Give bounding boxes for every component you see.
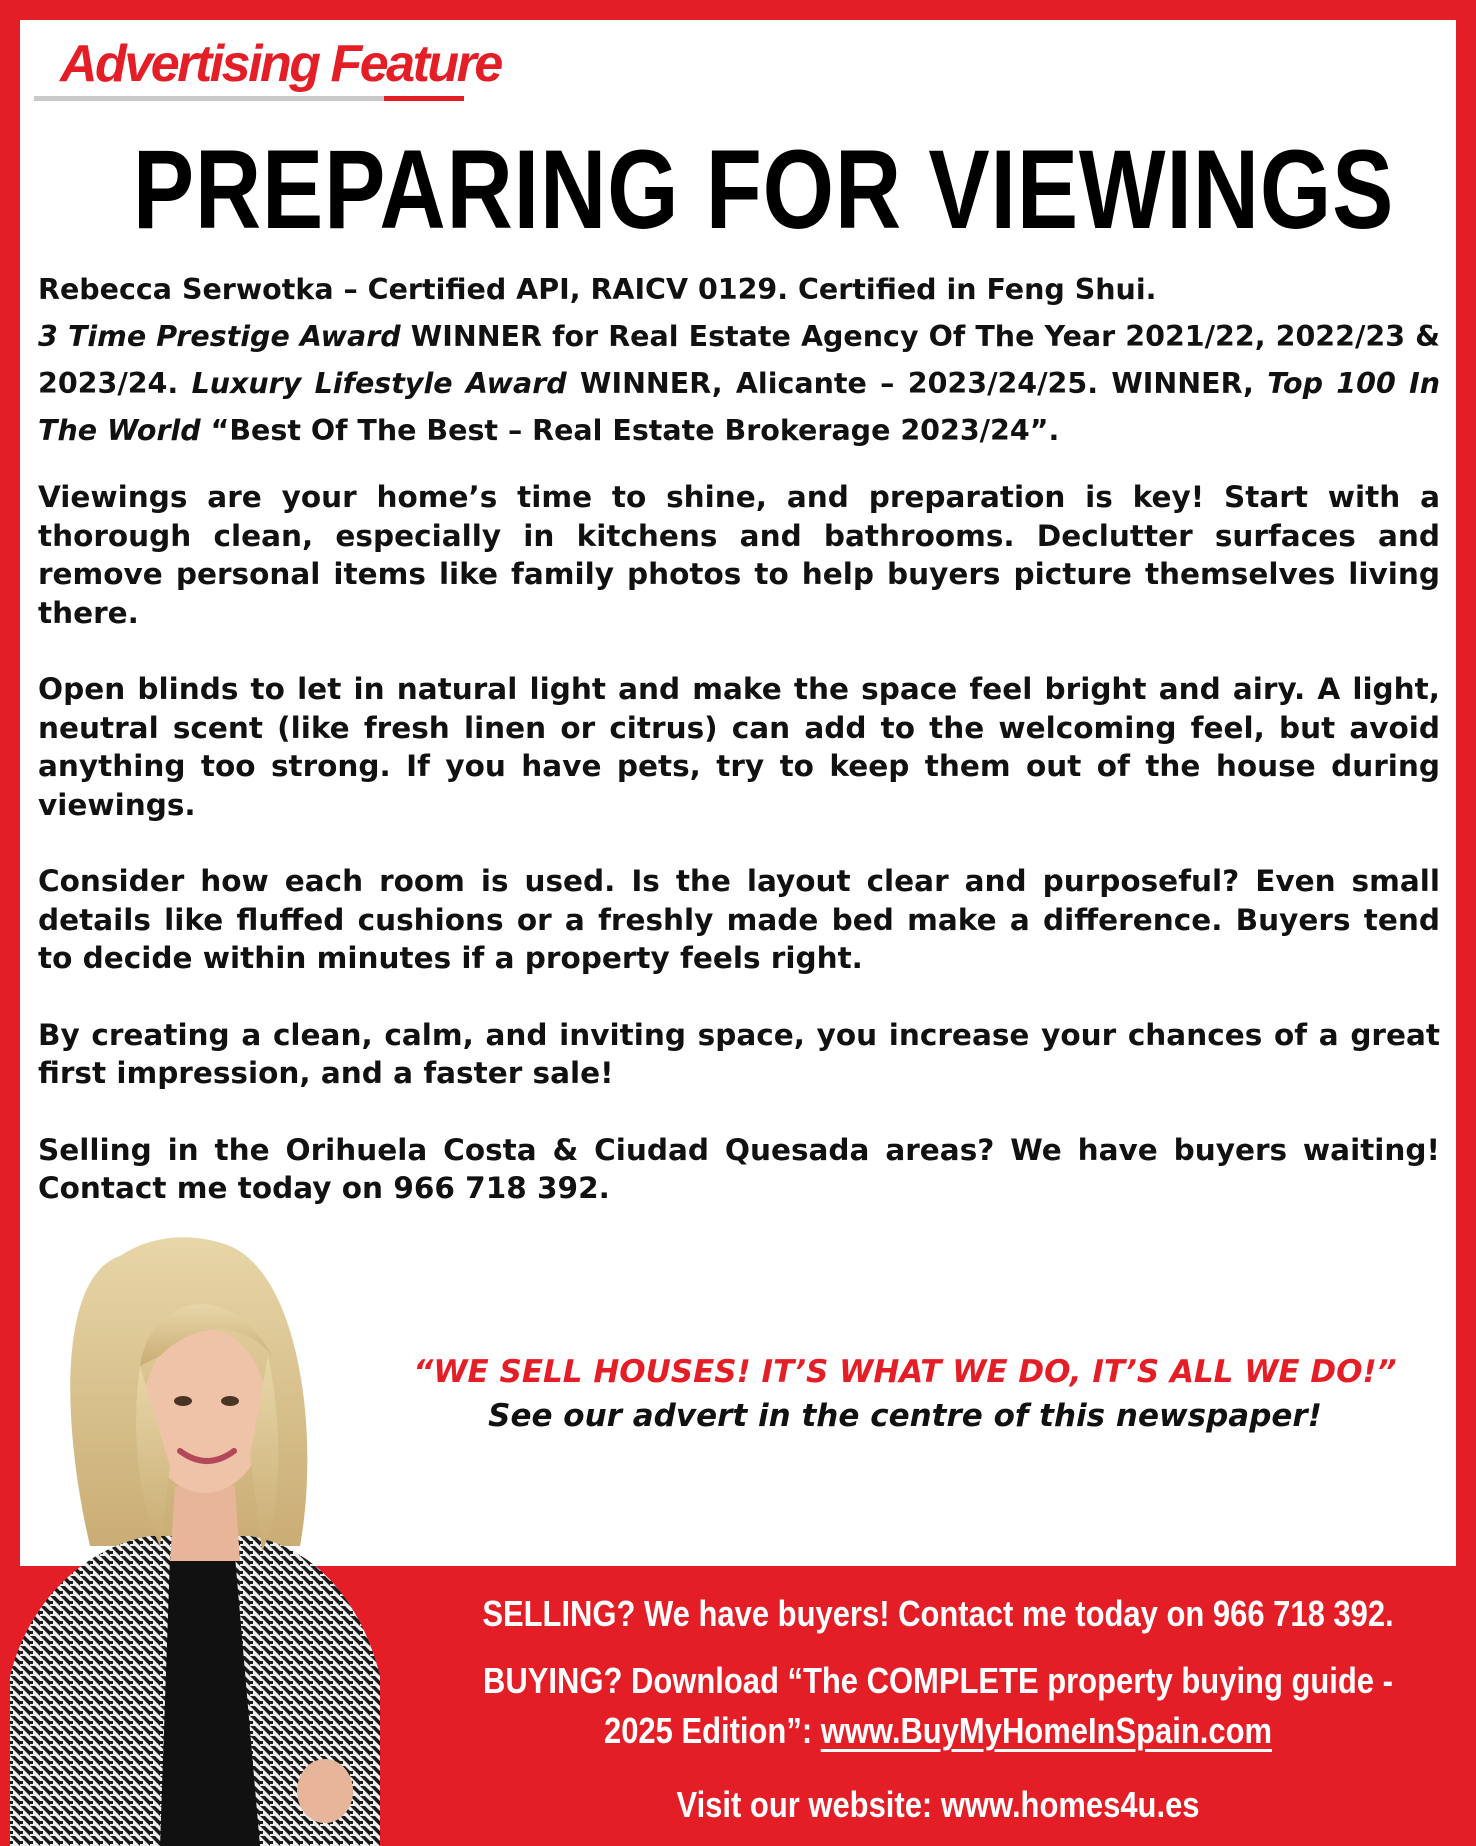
- cta-buying-line2: [475, 1706, 1400, 1756]
- slogan-subline: See our advert in the centre of this newspaper!: [488, 1398, 1322, 1434]
- credentials-block: [38, 266, 1440, 454]
- cta-selling: SELLING? We have buyers! Contact me today on 966 718 392.: [482, 1593, 1394, 1634]
- award-prestige-text: WINNER for Real Estate Agency Of The Year 2021/22, 2022/23 & 2023/24.: [38, 320, 1440, 400]
- paragraph: Viewings are your home’s time to shine, and preparation is key! Start with a thorough clean, especially in kitchens and bathrooms. Declutter surfaces and remove personal items like family photos to help buyers picture themselves living there.: [38, 480, 1440, 630]
- paragraph: Selling in the Orihuela Costa & Ciudad Quesada areas? We have buyers waiting! Contact me today on 966 718 392.: [38, 1132, 1440, 1205]
- award-prestige: 3 Time Prestige Award: [38, 320, 401, 353]
- award-top100-text: “Best Of The Best – Real Estate Brokerage 2023/24”.: [200, 414, 1060, 447]
- cta-website[interactable]: Visit our website: www.homes4u.es: [676, 1784, 1200, 1825]
- agent-portrait-photo: [0, 1216, 400, 1846]
- article-body: [38, 266, 1440, 1246]
- feature-rule-accent: [384, 96, 464, 101]
- award-luxury: Luxury Lifestyle Award: [191, 367, 567, 400]
- cta-buying-line1: BUYING? Download “The COMPLETE property buying guide -: [483, 1660, 1393, 1701]
- slogan: “WE SELL HOUSES! IT’S WHAT WE DO, IT’S ALL WE DO!”: [413, 1354, 1397, 1390]
- paragraph: By creating a clean, calm, and inviting space, you increase your chances of a great first impression, and a faster sale!: [38, 1017, 1440, 1090]
- award-luxury-text: WINNER, Alicante – 2023/24/25. WINNER,: [566, 367, 1268, 400]
- paragraph: Open blinds to let in natural light and make the space feel bright and airy. A light, neutral scent (like fresh linen or citrus) can add to the welcoming feel, but avoid anything too strong. If you have pets, try to keep them out of the house during viewings.: [38, 672, 1440, 822]
- feature-label: Advertising Feature: [60, 35, 501, 93]
- page-title: PREPARING FOR VIEWINGS: [132, 127, 1395, 252]
- cta-buying-prefix: 2025 Edition”:: [603, 1710, 821, 1751]
- paragraph: Consider how each room is used. Is the layout clear and purposeful? Even small details like fluffed cushions or a freshly made bed make a difference. Buyers tend to decide within minutes if a property feels right.: [38, 864, 1440, 975]
- buymyhome-link[interactable]: www.BuyMyHomeInSpain.com: [820, 1710, 1273, 1751]
- credentials-line: Rebecca Serwotka – Certified API, RAICV 0129. Certified in Feng Shui.: [38, 273, 1157, 306]
- slogan-block: [350, 1350, 1460, 1438]
- award-top100: Top 100 In The World: [38, 367, 1441, 447]
